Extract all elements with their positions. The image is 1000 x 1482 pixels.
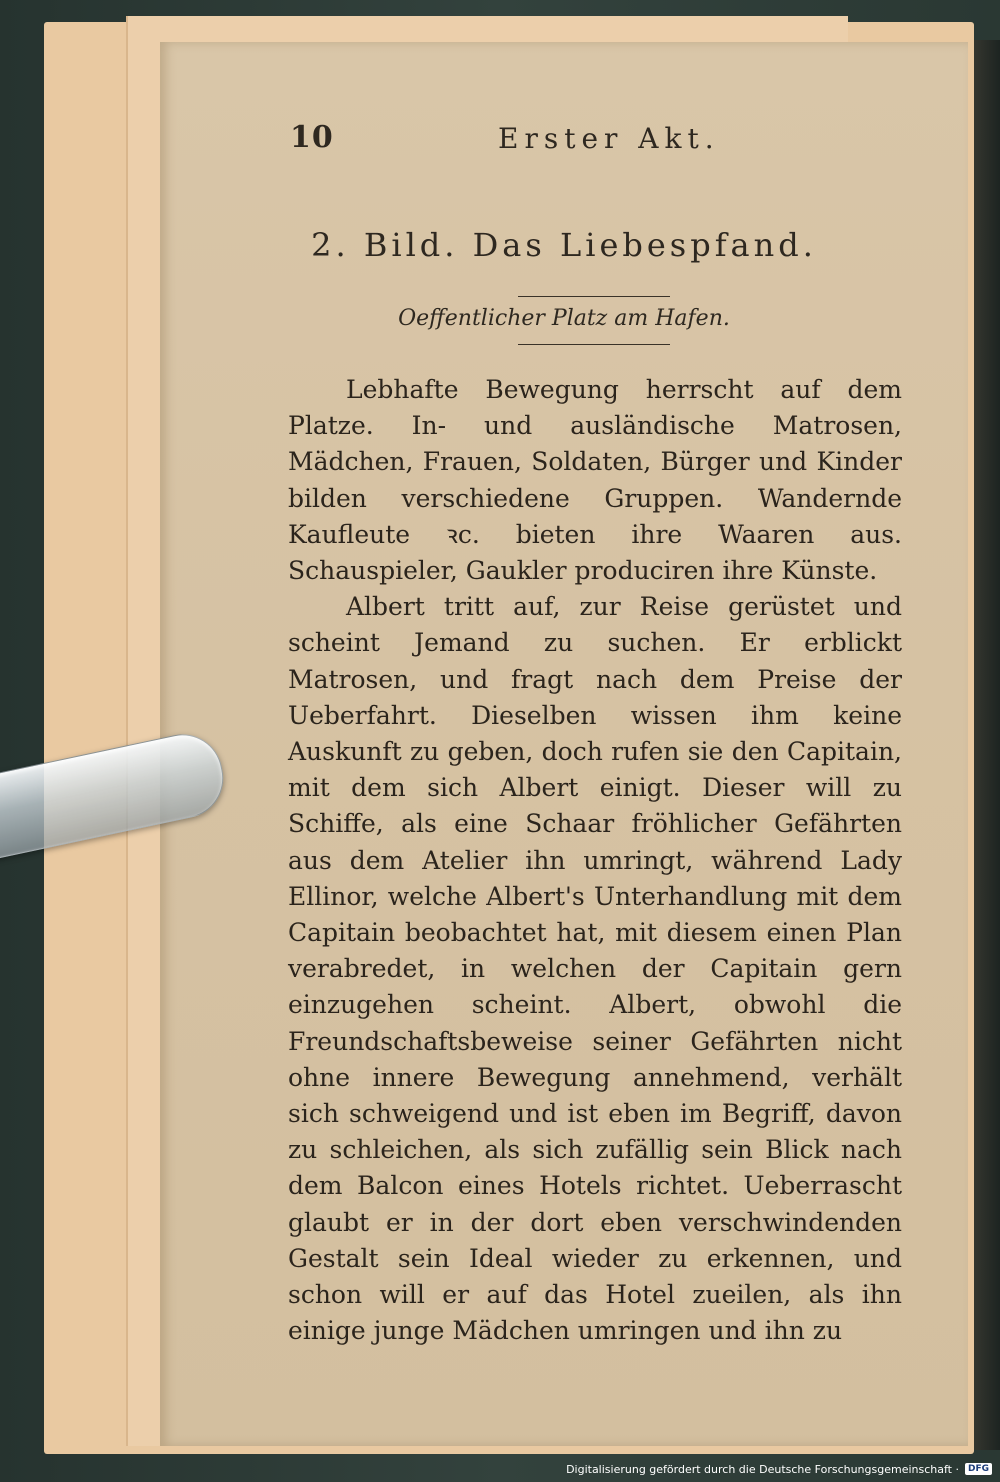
book-page <box>160 42 968 1446</box>
running-title: Erster Akt. <box>498 122 720 155</box>
divider-bottom <box>518 344 670 345</box>
body-text <box>288 372 902 1349</box>
credit-text: Digitalisierung gefördert durch die Deutsche Forschungsgemeinschaft · <box>566 1462 959 1476</box>
paragraph: Albert tritt auf, zur Reise gerüstet und scheint Jemand zu suchen. Er erblickt Matrosen, und fragt nach dem Preise der Ueberfahrt. Dieselben wissen ihm keine Auskunft zu geben, doch rufen sie den Capitain, mit dem sich Albert einigt. Dieser will zu Schiffe, als eine Schaar fröhlicher Gefährten aus dem Atelier ihn umringt, während Lady Ellinor, welche Albert's Unterhandlung mit dem Capitain beobachtet hat, mit diesem einen Plan verabredet, in welchen der Capitain gern einzugehen scheint. Albert, obwohl die Freundschaftsbeweise seiner Gefährten nicht ohne innere Bewegung annehmend, verhält sich schweigend und ist eben im Begriff, davon zu schleichen, als sich zufällig sein Blick nach dem Balcon eines Hotels richtet. Ueberrascht glaubt er in der dort eben verschwindenden Gestalt sein Ideal wieder zu erkennen, und schon will er auf das Hotel zueilen, als ihn einige junge Mädchen umringen und ihn zu <box>288 592 902 1346</box>
divider-top <box>518 296 670 297</box>
page-number: 10 <box>290 120 334 155</box>
page-header <box>290 120 850 170</box>
scene-setting: Oeffentlicher Platz am Hafen. <box>398 306 730 331</box>
dfg-logo-badge: DFG <box>965 1463 992 1475</box>
page-content <box>160 42 968 1446</box>
paragraph: Lebhafte Bewegung herrscht auf dem Platze. In- und ausländische Matrosen, Mädchen, Frauen, Soldaten, Bürger und Kinder bilden verschiedene Gruppen. Wandernde Kaufleute ꝛc. bieten ihre Waaren aus. Schauspieler, Gaukler produciren ihre Künste. <box>288 375 902 586</box>
scene-title: 2. Bild. Das Liebespfand. <box>311 226 817 264</box>
digitization-credit <box>566 1460 992 1478</box>
